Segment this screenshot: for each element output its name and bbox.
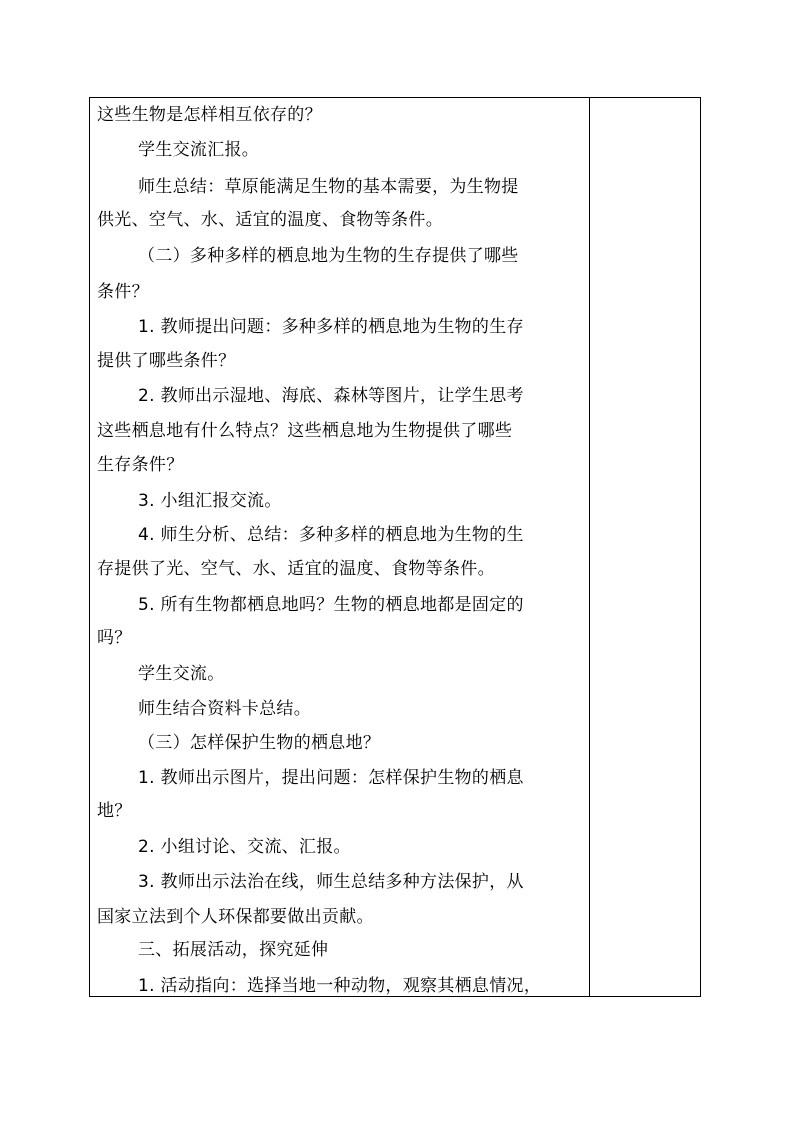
- text-line: 这些生物是怎样相互依存的？: [97, 105, 322, 125]
- text-line: 师生结合资料卡总结。: [138, 699, 311, 719]
- text-line: 学生交流。: [138, 664, 225, 684]
- text-line: 师生总结：草原能满足生物的基本需要，为生物提: [138, 177, 519, 197]
- text-line: 3. 小组汇报交流。: [138, 491, 282, 511]
- text-line: 1. 教师提出问题：多种多样的栖息地为生物的生存: [138, 317, 524, 337]
- text-line: 这些栖息地有什么特点？这些栖息地为生物提供了哪些: [97, 421, 513, 441]
- text-line: 供光、空气、水、适宜的温度、食物等条件。: [97, 210, 443, 230]
- text-line: 条件？: [97, 282, 149, 302]
- text-line: 国家立法到个人环保都要做出贡献。: [97, 907, 374, 927]
- text-line: 5. 所有生物都栖息地吗？生物的栖息地都是固定的: [138, 595, 524, 615]
- text-line: 4. 师生分析、总结：多种多样的栖息地为生物的生: [138, 525, 524, 545]
- text-line: 2. 小组讨论、交流、汇报。: [138, 837, 351, 857]
- notes-cell: [590, 98, 700, 996]
- text-line: 生存条件？: [97, 455, 184, 475]
- text-line: 地？: [97, 801, 132, 821]
- text-line: 提供了哪些条件？: [97, 351, 236, 371]
- section-heading: 三、拓展活动，探究延伸: [138, 940, 329, 960]
- text-line: 吗？: [97, 628, 132, 648]
- text-line: 存提供了光、空气、水、适宜的温度、食物等条件。: [97, 559, 495, 579]
- text-line: 2. 教师出示湿地、海底、森林等图片，让学生思考: [138, 386, 524, 406]
- text-line: 1. 活动指向：选择当地一种动物，观察其栖息情况，: [138, 976, 542, 996]
- text-line: 1. 教师出示图片，提出问题：怎样保护生物的栖息: [138, 768, 524, 788]
- text-line: 3. 教师出示法治在线，师生总结多种方法保护，从: [138, 872, 524, 892]
- section-heading: （三）怎样保护生物的栖息地？: [138, 733, 381, 753]
- section-heading: （二）多种多样的栖息地为生物的生存提供了哪些: [138, 246, 519, 266]
- text-line: 学生交流汇报。: [138, 140, 260, 160]
